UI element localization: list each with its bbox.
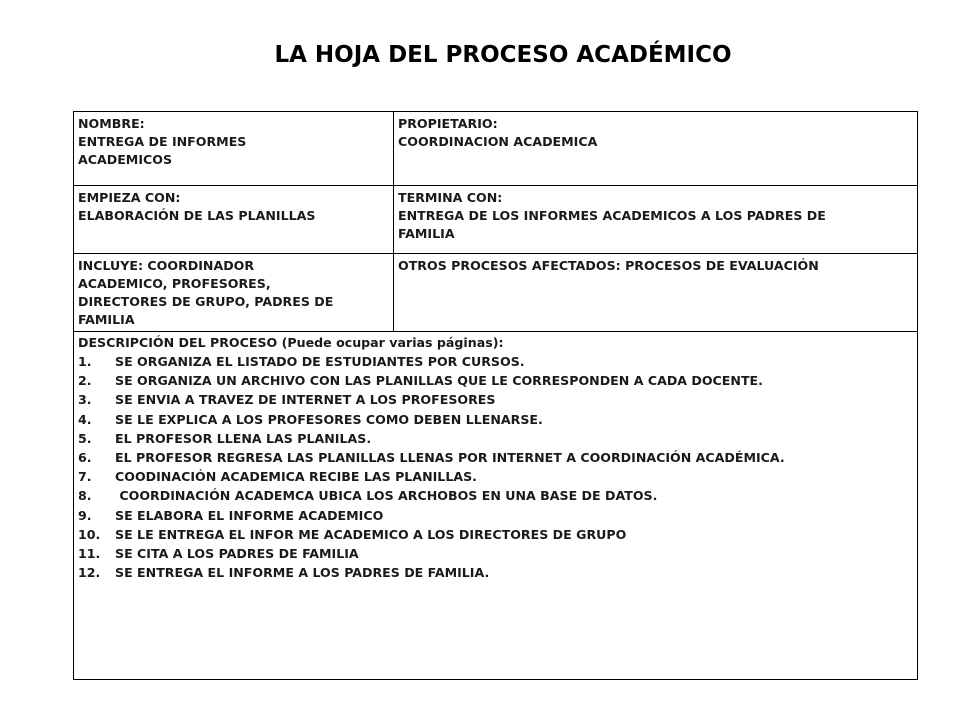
termina-value-line2: FAMILIA [398,226,455,241]
list-item [78,506,913,525]
empieza-cell [74,186,394,254]
step-text: SE ELABORA EL INFORME ACADEMICO [115,507,384,523]
nombre-cell [74,112,394,186]
step-number: 6. [78,450,92,466]
steps-list [78,352,913,582]
process-sheet-table [73,111,918,680]
table-row [74,254,918,332]
incluye-cell [74,254,394,332]
step-number: 7. [78,469,92,485]
list-item [78,429,913,448]
step-text: SE ENVIA A TRAVEZ DE INTERNET A LOS PROFESORES [115,392,496,408]
list-item [78,371,913,390]
nombre-label: NOMBRE: [78,116,145,131]
step-number: 11. [78,546,101,562]
table-row [74,186,918,254]
incluye-line2: ACADEMICO, PROFESORES, [78,276,271,291]
step-number: 5. [78,430,92,446]
page-title: LA HOJA DEL PROCESO ACADÉMICO [274,42,732,68]
step-number: 3. [78,392,92,408]
empieza-value: ELABORACIÓN DE LAS PLANILLAS [78,208,316,223]
list-item [78,467,913,486]
step-text: SE ORGANIZA EL LISTADO DE ESTUDIANTES POR CURSOS. [115,354,525,369]
step-number: 9. [78,507,92,523]
list-item [78,525,913,544]
otros-text: OTROS PROCESOS AFECTADOS: PROCESOS DE EVALUACIÓN [398,258,819,273]
descripcion-heading: DESCRIPCIÓN DEL PROCESO (Puede ocupar varias páginas): [78,335,504,350]
otros-cell [394,254,918,332]
list-item [78,486,913,505]
list-item [78,352,913,371]
propietario-value: COORDINACION ACADEMICA [398,134,598,149]
list-item [78,563,913,582]
step-text: EL PROFESOR REGRESA LAS PLANILLAS LLENAS POR INTERNET A COORDINACIÓN ACADÉMICA. [115,450,785,466]
step-text: SE LE ENTREGA EL INFOR ME ACADEMICO A LOS DIRECTORES DE GRUPO [115,526,627,542]
list-item [78,410,913,429]
nombre-value-line2: ACADEMICOS [78,152,173,167]
incluye-line1: INCLUYE: COORDINADOR [78,258,255,273]
empieza-label: EMPIEZA CON: [78,190,181,205]
table-row [74,112,918,186]
incluye-line3: DIRECTORES DE GRUPO, PADRES DE [78,294,334,309]
step-number: 2. [78,373,92,389]
table-row [74,332,918,680]
descripcion-cell [74,332,918,680]
termina-label: TERMINA CON: [398,190,503,205]
termina-value-line1: ENTREGA DE LOS INFORMES ACADEMICOS A LOS PADRES DE [398,208,826,223]
step-text: SE CITA A LOS PADRES DE FAMILIA [115,546,359,562]
step-text: SE ORGANIZA UN ARCHIVO CON LAS PLANILLAS QUE LE CORRESPONDEN A CADA DOCENTE. [115,373,763,389]
step-text: SE ENTREGA EL INFORME A LOS PADRES DE FAMILIA. [115,565,490,581]
step-number: 10. [78,526,101,542]
step-text: COORDINACIÓN ACADEMCA UBICA LOS ARCHOBOS EN UNA BASE DE DATOS. [115,488,658,504]
step-number: 12. [78,565,101,581]
step-number: 4. [78,411,92,427]
step-number: 1. [78,354,92,369]
list-item [78,448,913,467]
list-item [78,390,913,409]
step-text: SE LE EXPLICA A LOS PROFESORES COMO DEBEN LLENARSE. [115,411,543,427]
step-number: 8. [78,488,92,504]
termina-cell [394,186,918,254]
step-text: COODINACIÓN ACADEMICA RECIBE LAS PLANILLAS. [115,469,477,485]
nombre-value-line1: ENTREGA DE INFORMES [78,134,247,149]
list-item [78,544,913,563]
incluye-line4: FAMILIA [78,312,135,327]
propietario-cell [394,112,918,186]
propietario-label: PROPIETARIO: [398,116,498,131]
step-text: EL PROFESOR LLENA LAS PLANILAS. [115,430,372,446]
